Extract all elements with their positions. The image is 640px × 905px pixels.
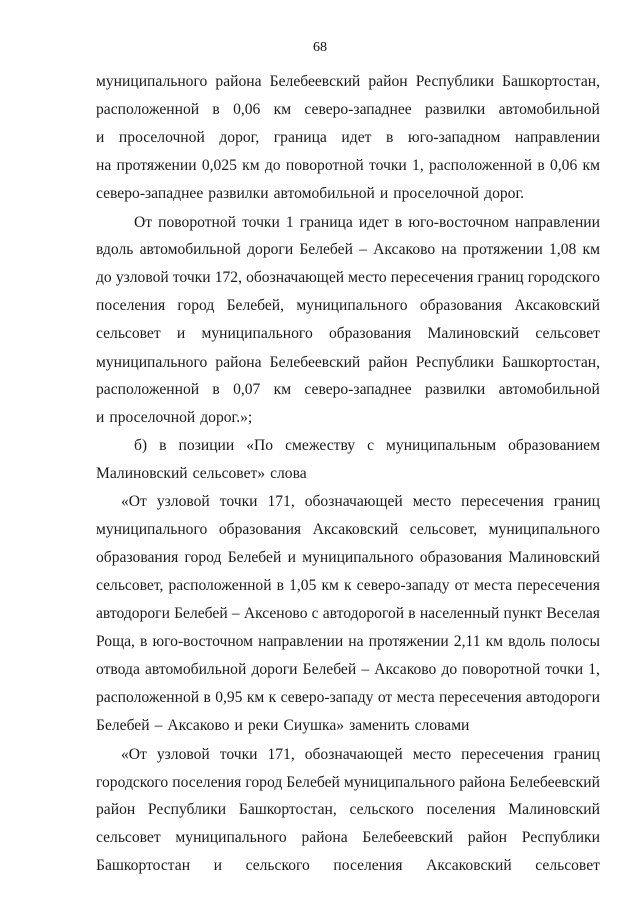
text-line: сельсовет муниципального района Белебеевский район Республики: [96, 829, 600, 846]
text-line: Белебей – Аксаково и реки Сиушка» заменить словами: [96, 717, 470, 734]
text-line: автодороги Белебей – Аксеново с автодорогой в населенный пункт Веселая: [96, 605, 600, 622]
text-line: и проселочной дорог, граница идет в юго-западном направлении: [96, 129, 600, 146]
text-line: «От узловой точки 171, обозначающей место пересечения границ: [121, 746, 600, 763]
text-line: сельсовет и муниципального образования Малиновский сельсовет: [96, 325, 600, 342]
text-line: расположенной в 0,95 км к северо-западу от места пересечения автодороги: [96, 689, 600, 706]
text-line: расположенной в 0,06 км северо-западнее развилки автомобильной: [96, 101, 600, 118]
text-line: «От узловой точки 171, обозначающей место пересечения границ: [121, 493, 600, 510]
text-line: вдоль автомобильной дороги Белебей – Аксаково на протяжении 1,08 км: [96, 241, 600, 258]
text-line: до узловой точки 172, обозначающей место пересечения границ городского: [96, 269, 600, 286]
text-line: Роща, в юго-восточном направлении на протяжении 2,11 км вдоль полосы: [96, 633, 600, 650]
text-line: муниципального образования Аксаковский сельсовет, муниципального: [96, 521, 600, 538]
text-line: отвода автомобильной дороги Белебей – Аксаково до поворотной точки 1,: [96, 661, 600, 678]
text-line: муниципального района Белебеевский район Республики Башкортостан,: [96, 73, 600, 90]
text-line: Башкортостан и сельского поселения Аксаковский сельсовет: [96, 857, 600, 874]
text-line: б) в позиции «По смежеству с муниципальным образованием: [134, 437, 600, 454]
text-line: Малиновский сельсовет» слова: [96, 465, 307, 482]
text-line: От поворотной точки 1 граница идет в юго-восточном направлении: [134, 214, 600, 231]
text-line: сельсовет, расположенной в 1,05 км к северо-западу от места пересечения: [96, 577, 600, 594]
text-line: северо-западнее развилки автомобильной и проселочной дорог.: [96, 185, 525, 202]
page-number: 68: [313, 40, 327, 55]
text-line: и проселочной дорог.»;: [96, 409, 253, 426]
text-line: поселения город Белебей, муниципального образования Аксаковский: [96, 297, 600, 314]
text-line: муниципального района Белебеевский район Республики Башкортостан,: [96, 354, 600, 371]
text-line: район Республики Башкортостан, сельского поселения Малиновский: [96, 801, 600, 818]
text-line: на протяжении 0,025 км до поворотной точки 1, расположенной в 0,06 км: [96, 157, 600, 174]
text-line: городского поселения город Белебей муниципального района Белебеевский: [96, 774, 600, 791]
text-line: образования город Белебей и муниципального образования Малиновский: [96, 549, 600, 566]
text-line: расположенной в 0,07 км северо-западнее развилки автомобильной: [96, 381, 600, 398]
